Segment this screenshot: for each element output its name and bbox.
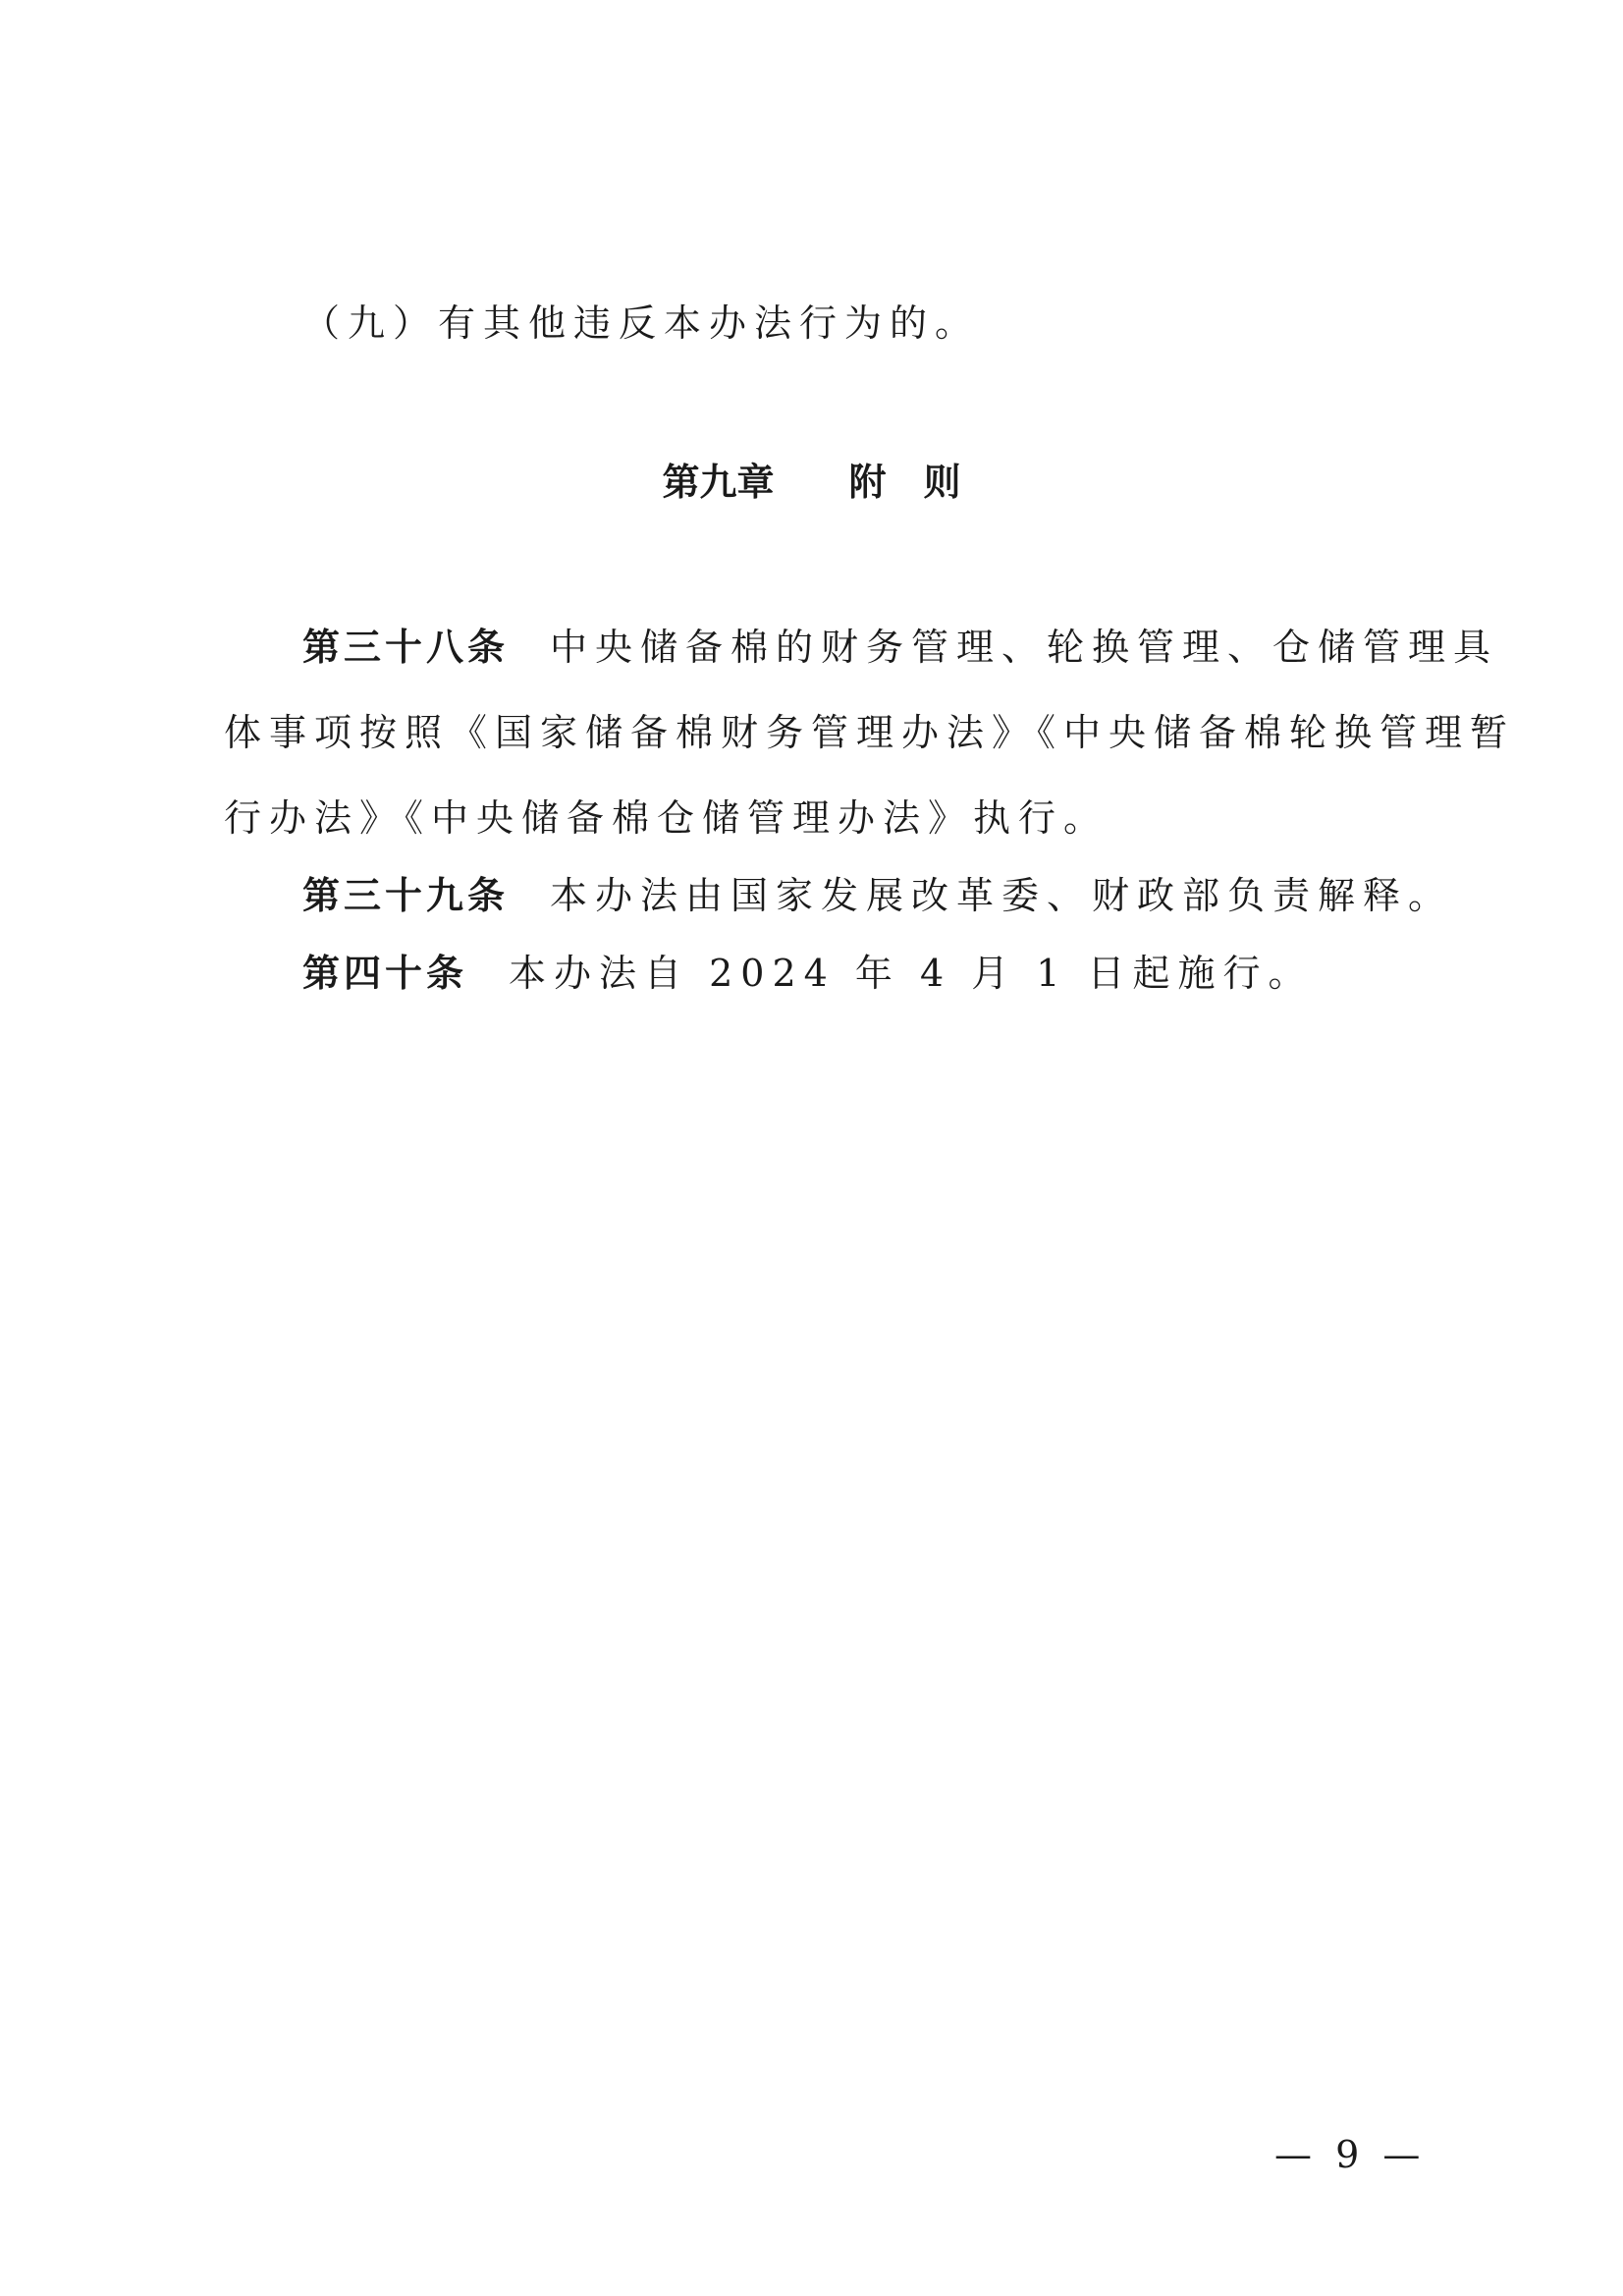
article-38-text-1: 中央储备棉的财务管理、轮换管理、仓储管理具	[550, 626, 1499, 669]
article-38-line1	[302, 626, 1499, 669]
article-38-label: 第三十八条	[302, 626, 510, 669]
chapter-title-b: 则	[923, 461, 961, 504]
article-39	[302, 874, 1454, 917]
item-nine: （九）有其他违反本办法行为的。	[302, 301, 981, 345]
article-39-text: 本办法由国家发展改革委、财政部负责解释。	[550, 874, 1454, 917]
chapter-heading	[0, 461, 1623, 504]
article-38-line2: 体事项按照《国家储备棉财务管理办法》《中央储备棉轮换管理暂	[224, 711, 1516, 754]
article-40	[302, 952, 1314, 995]
article-39-label: 第三十九条	[302, 874, 510, 917]
page-number: — 9 —	[1274, 2133, 1427, 2176]
article-40-text: 本办法自 2024 年 4 月 1 日起施行。	[509, 952, 1314, 995]
chapter-number: 第九章	[662, 461, 775, 504]
article-40-label: 第四十条	[302, 952, 468, 995]
article-38-line3: 行办法》《中央储备棉仓储管理办法》执行。	[224, 796, 1109, 840]
chapter-title-a: 附	[848, 461, 887, 504]
